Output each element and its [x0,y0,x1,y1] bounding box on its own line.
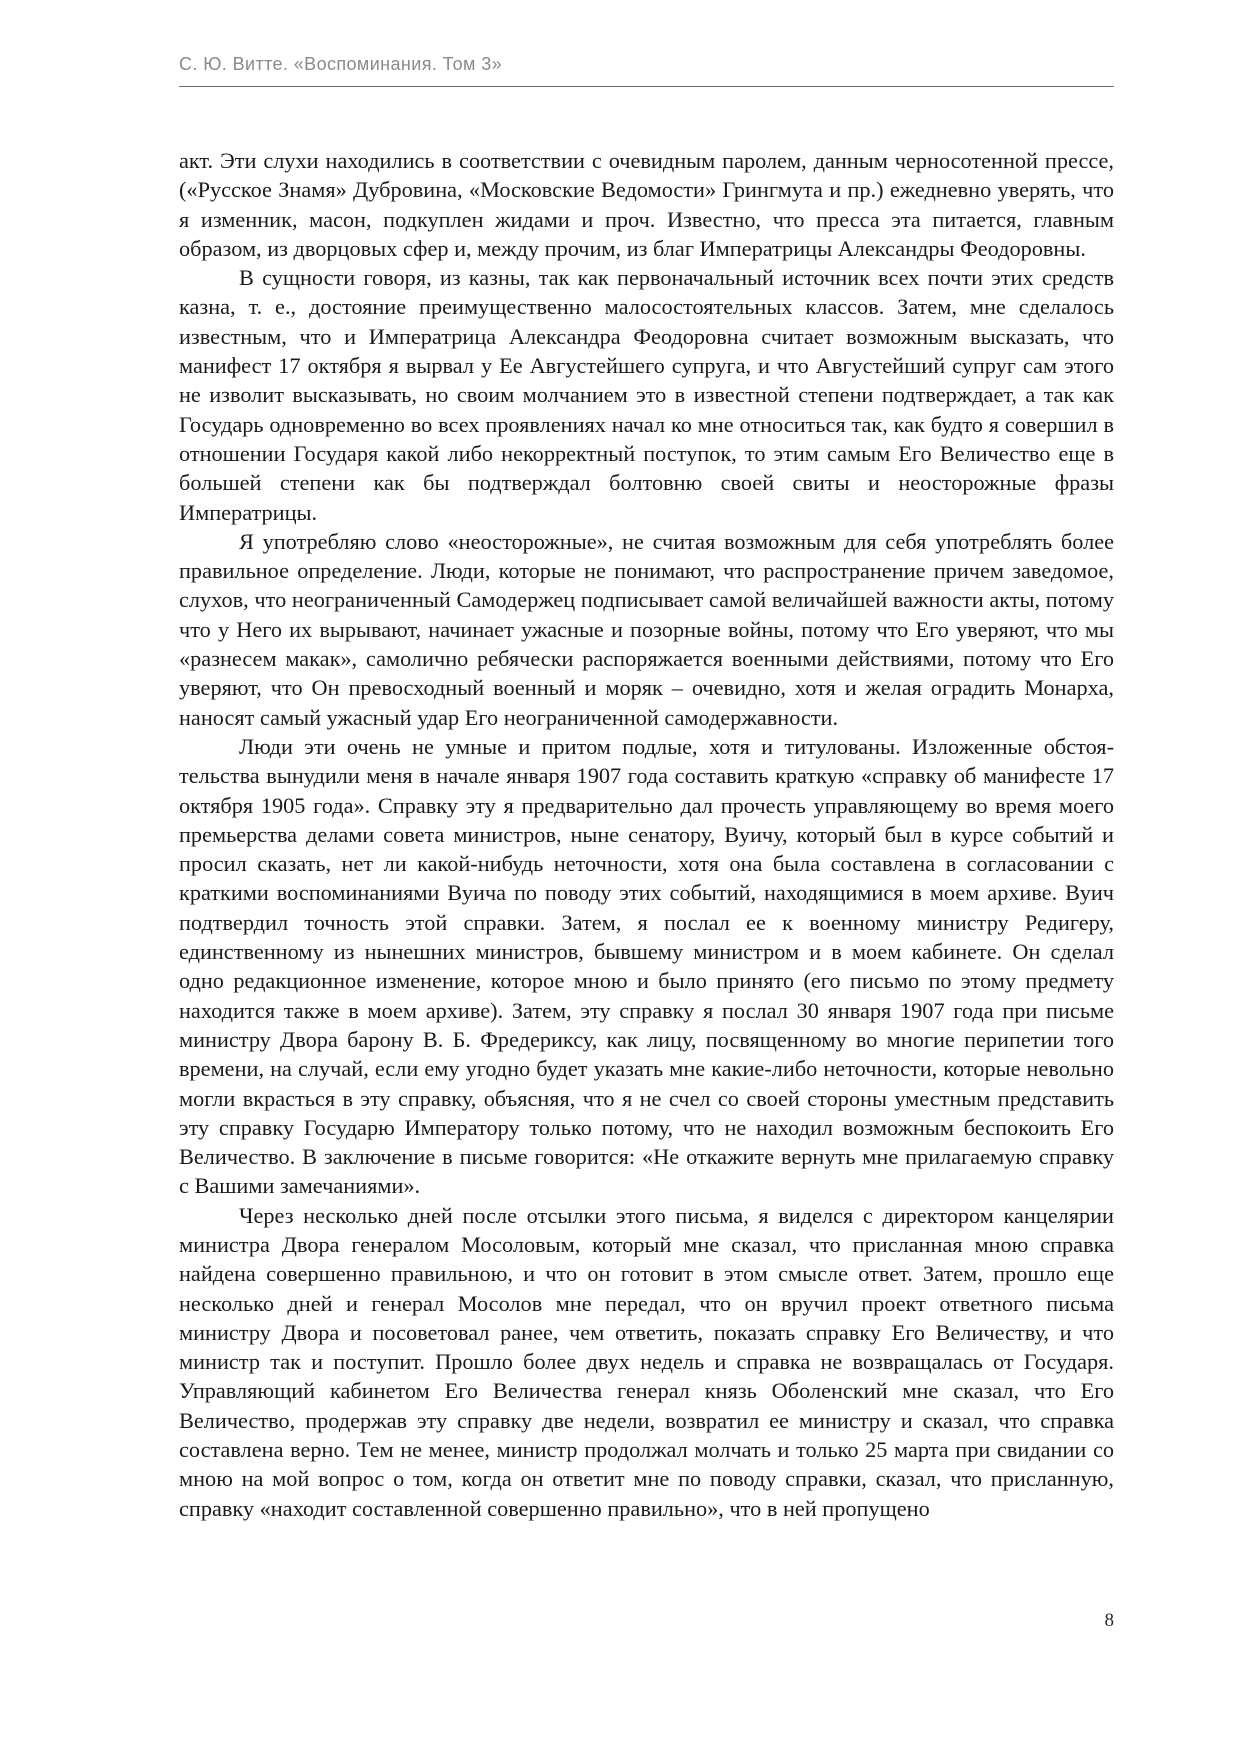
running-header: С. Ю. Витте. «Воспоминания. Том 3» [179,54,503,74]
paragraph: В сущности говоря, из казны, так как первоначальный источник всех почти этих средств казна, т. е., достояние преимущественно малосостоятельных классов. Затем, мне сделалось известным, что и Императрица Александра Феодоровна считает возможным высказать, что манифест 17 октября я вырвал у Ее Августейшего супруга, и что Августейший супруг сам этого не изволит высказывать, но своим молчанием это в известной степени подтверждает, а так как Государь одновременно во всех проявлениях начал ко мне относиться так, как будто я совершил в отношении Государя какой либо некорректный поступок, то этим самым Его Величество еще в большей степени как бы подтверждал болтовню своей свиты и неосторожные фразы Императрицы. [179,265,1114,525]
page-number: 8 [1104,1610,1114,1631]
paragraph: Я употребляю слово «неосторожные», не считая возможным для себя употреблять более правильное определение. Люди, которые не понимают, что распространение причем заведомое, слухов, что неограниченный Самодержец подписывает самой величайшей важности акты, потому что у Него их вырывают, начинает ужасные и позорные войны, потому что Его уверяют, что мы «разнесем макак», самолично ребячески распоряжается военными действиями, потому что Его уверяют, что Он превосходный военный и моряк – очевидно, хотя и желая оградить Монарха, наносят самый ужасный удар Его неограниченной самодержавности. [179,528,1114,730]
paragraph: Люди эти очень не умные и притом подлые, хотя и титулованы. Изложенные обстоятельства вынудили меня в начале января 1907 года составить краткую «справку об манифесте 17 октября 1905 года». Справку эту я предварительно дал прочесть управляющему во время моего премьерства делами совета министров, ныне сенатору, Вуичу, который был в курсе событий и просил сказать, нет ли какой-нибудь неточности, хотя она была составлена в согласовании с краткими воспоминаниями Вуича по поводу этих событий, находящимися в моем архиве. Вуич подтвердил точность этой справки. Затем, я послал ее к военному министру Редигеру, единственному из нынешних министров, бывшему министром и в моем кабинете. Он сделал одно редакционное изменение, которое мною и было принято (его письмо по этому предмету находится также в моем архиве). Затем, эту справку я послал 30 января 1907 года при письме министру Двора барону В. Б. Фредериксу, как лицу, посвященному во многие перипетии того времени, на случай, если ему угодно будет указать мне какие-либо неточности, которые невольно могли вкрасться в эту справку, объясняя, что я не счел со своей стороны уместным представить эту справку Государю Императору только потому, что не находил возможным беспокоить Его Величество. В заключение в письме говорится: «Не откажите вернуть мне прилагаемую справку с Вашими замечаниями». [179,733,1114,1199]
header-divider [179,86,1114,87]
body-text [179,146,1114,1523]
paragraph: акт. Эти слухи находились в соответствии с очевидным паролем, данным черносотенной прессе, («Русское Знамя» Дубровина, «Московские Ведомости» Грингмута и пр.) ежедневно уверять, что я изменник, масон, подкуплен жидами и проч. Известно, что пресса эта питается, главным образом, из дворцовых сфер и, между прочим, из благ Императрицы Александры Феодоровны. [179,148,1114,261]
paragraph: Через несколько дней после отсылки этого письма, я виделся с директором канцелярии министра Двора генералом Мосоловым, который мне сказал, что присланная мною справка найдена совершенно правильною, и что он готовит в этом смысле ответ. Затем, прошло еще несколько дней и генерал Мосолов мне передал, что он вручил проект ответного письма министру Двора и посоветовал ранее, чем ответить, показать справку Его Величеству, и что министр так и поступит. Прошло более двух недель и справка не возвращалась от Государя. Управляющий кабинетом Его Величества генерал князь Оболенский мне сказал, что Его Величество, продержав эту справку две недели, возвратил ее министру и сказал, что справка составлена верно. Тем не менее, министр продолжал молчать и только 25 марта при свидании со мною на мой вопрос о том, когда он ответит мне по поводу справки, сказал, что присланную, справку «находит составленной совершенно правильно», что в ней пропущено [179,1202,1114,1521]
